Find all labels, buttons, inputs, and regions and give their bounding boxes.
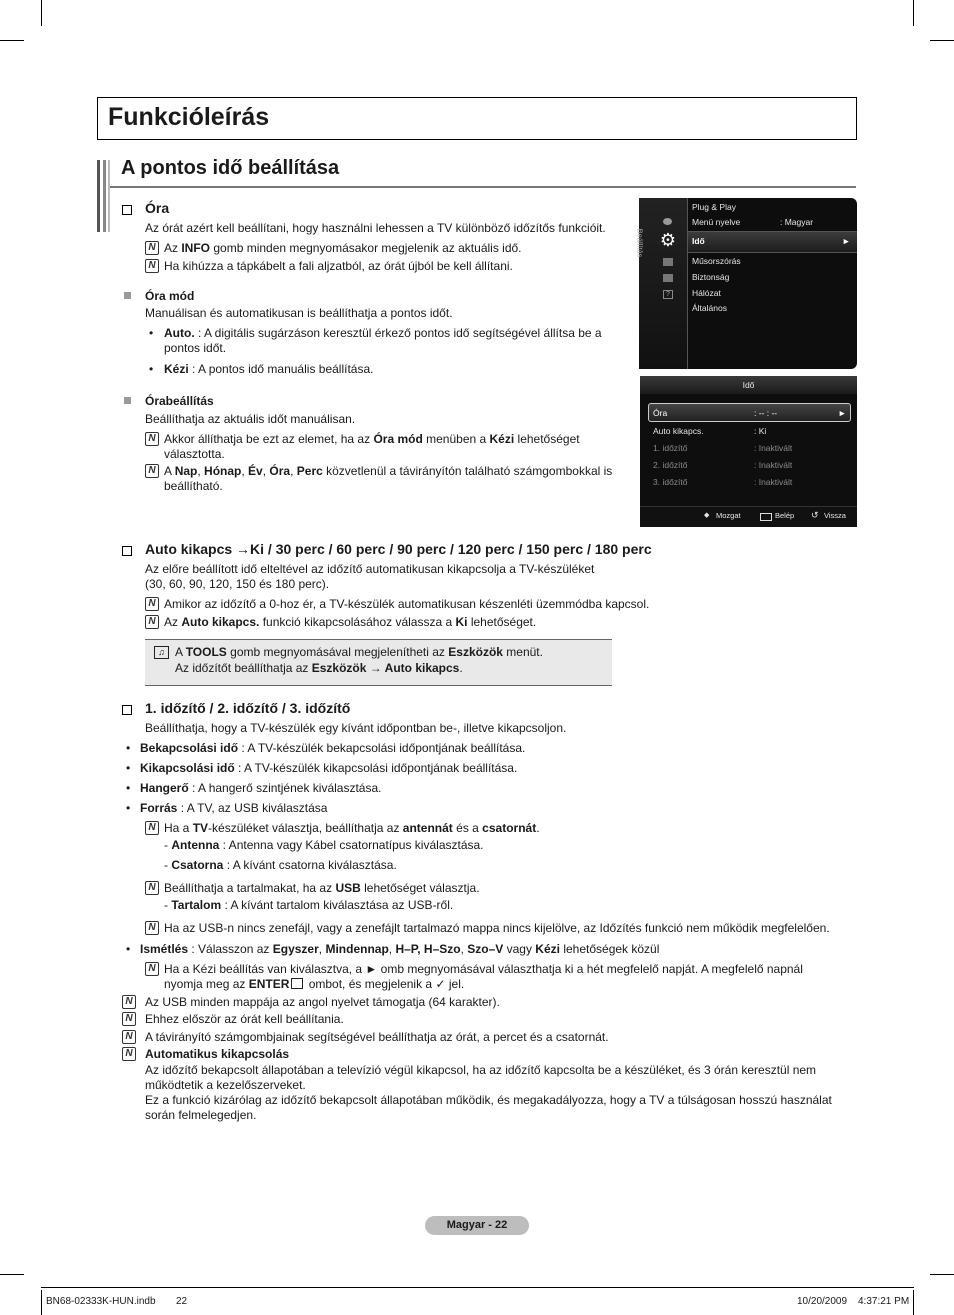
note-icon: N <box>145 962 159 976</box>
bullet-dot: • <box>149 362 154 376</box>
bullet-gray-square <box>124 397 131 404</box>
idozito-ismetles: Ismétlés : Válasszon az Egyszer, Mindennap, H–P, H–Szo, Szo–V vagy Kézi lehetőségek közül <box>140 942 660 956</box>
tv-menu-item[interactable]: Biztonság <box>692 272 730 282</box>
bullet-square <box>122 205 132 215</box>
idozito-note-usb: Beállíthatja a tartalmakat, ha az USB lehetőséget választja. <box>164 881 480 895</box>
idozito-tartalom: - Tartalom : A kívánt tartalom kiválasztása az USB-ről. <box>164 898 454 912</box>
tv-menu-row[interactable]: Óra <box>653 408 668 418</box>
crop-mark <box>913 0 914 26</box>
enter-icon <box>291 978 303 989</box>
auto-kikapcs-desc1: Az előre beállított idő elteltével az időzítő automatikusan kikapcsolja a TV-készüléket <box>145 562 595 576</box>
tv-footer-move: Mozgat <box>716 511 741 520</box>
section-title: A pontos idő beállítása <box>121 157 340 179</box>
tv-menu-row[interactable]: 3. időzítő <box>653 477 688 487</box>
auto-kikapcs-note2: Az Auto kikapcs. funkció kikapcsolásához válassza a Ki lehetőséget. <box>164 615 537 629</box>
note-icon: N <box>145 464 159 478</box>
idozito-note-tv: Ha a TV-készüléket választja, beállíthatja az antennát és a csatornát. <box>164 821 540 835</box>
tools-tip-line1: A TOOLS gomb megnyomásával megjelenítheti az Eszközök menüt. <box>175 645 543 659</box>
note-icon: N <box>145 615 159 629</box>
idozito-note-nofile: Ha az USB-n nincs zenefájl, vagy a zenefájlt tartalmazó mappa nincs kijelölve, az Időzítés funkció nem működik megfelelően. <box>164 921 830 935</box>
page-title: Funkcióleírás <box>108 103 270 131</box>
crop-mark <box>41 1290 42 1315</box>
return-icon: ↺ <box>811 510 819 520</box>
ora-mod-heading: Óra mód <box>145 289 195 303</box>
tv-menu-item[interactable]: Plug & Play <box>692 202 736 212</box>
note-icon: N <box>122 1012 136 1026</box>
note-icon: N <box>145 921 159 935</box>
bullet-gray-square <box>124 292 131 299</box>
crop-mark <box>41 0 42 26</box>
gear-icon: ⚙ <box>659 230 677 250</box>
auto-kikapcs-note1: Amikor az időzítő a 0-hoz ér, a TV-készülék automatikusan készenléti üzemmódba kapcsol. <box>164 597 650 611</box>
note-icon: N <box>145 259 159 273</box>
note-icon: N <box>145 597 159 611</box>
tv-footer-enter: Belép <box>775 511 795 520</box>
idozito-heading: 1. időzítő / 2. időzítő / 3. időzítő <box>145 700 351 716</box>
picture-icon <box>663 218 672 225</box>
tv-menu-selection <box>688 231 857 253</box>
footer-time: 4:37:21 PM <box>858 1296 910 1307</box>
crop-mark <box>913 1290 914 1315</box>
idozito-general-note3: A távirányító számgombjainak segítségével beállíthatja az órát, a percet és a csatornát. <box>145 1030 609 1044</box>
tv-menu-row-value: : Ki <box>754 426 767 436</box>
tv-menu-item[interactable]: Műsorszórás <box>692 256 741 266</box>
tv-menu-row[interactable]: 2. időzítő <box>653 460 688 470</box>
section-bar <box>97 160 100 232</box>
tv-menu-title: Idő <box>742 380 755 390</box>
note-icon: N <box>145 432 159 446</box>
tv-menu-item-selected[interactable]: Idő <box>692 236 705 246</box>
footer-date: 10/20/2009 <box>797 1296 848 1307</box>
bullet-dot: • <box>126 801 131 815</box>
footer-file-page: 22 <box>176 1296 188 1307</box>
ora-desc: Az órát azért kell beállítani, hogy használni lehessen a TV különböző időzítős funkcióit. <box>145 221 606 235</box>
auto-kikapcs-desc2: (30, 60, 90, 120, 150 és 180 perc). <box>145 577 330 591</box>
tools-tip-line2: Az időzítőt beállíthatja az Eszközök → Auto kikapcs. <box>175 661 463 675</box>
idozito-kikapcs: Kikapcsolási idő : A TV-készülék kikapcsolási időpontjának beállítása. <box>140 761 518 775</box>
crop-mark <box>0 40 24 41</box>
crop-mark <box>930 1274 954 1275</box>
tv-menu-row[interactable]: 1. időzítő <box>653 443 688 453</box>
idozito-general-note1: Az USB minden mappája az angol nyelvet támogatja (64 karakter). <box>145 995 500 1009</box>
note-icon: N <box>122 1030 136 1044</box>
tv-menu-item[interactable]: Általános <box>692 303 727 313</box>
orabeallitas-note2: A Nap, Hónap, Év, Óra, Perc közvetlenül a távirányítón található számgombokkal is beállítható. <box>164 464 613 493</box>
section-bar <box>103 160 106 232</box>
orabeallitas-heading: Órabeállítás <box>145 394 214 408</box>
section-bar <box>108 160 110 232</box>
input-icon <box>663 258 673 266</box>
idozito-csatorna: - Csatorna : A kívánt csatorna kiválasztása. <box>164 858 397 872</box>
tv-time-menu <box>640 376 857 526</box>
auto-off-para2: Ez a funkció kizárólag az időzítő bekapcsolt állapotában működik, és megakadályozza, hogy a TV a túlságosan hosszú használat során felmelegedjen. <box>145 1093 832 1122</box>
auto-off-para1: Az időzítő bekapcsolt állapotában a televízió végül kikapcsol, ha az időzítő kapcsolta be a készüléket, és 3 órán keresztül nem működtetik a kezelőszerveket. <box>145 1063 817 1092</box>
tv-footer-back: Vissza <box>824 511 846 520</box>
idozito-antenna: - Antenna : Antenna vagy Kábel csatornatípus kiválasztása. <box>164 838 484 852</box>
bullet-dot: • <box>126 761 131 775</box>
idozito-note-kezi2: nyomja meg az ENTER ombot, és megjelenik a ✓ jel. <box>164 977 465 991</box>
footer-rule <box>41 1287 914 1288</box>
ora-note2: Ha kihúzza a tápkábelt a fali aljzatból, az órát újból be kell állítani. <box>164 259 513 273</box>
orabeallitas-note1: Akkor állíthatja be ezt az elemet, ha az Óra mód menüben a Kézi lehetőséget választotta. <box>164 432 580 461</box>
ora-heading: Óra <box>145 200 170 216</box>
bullet-square <box>122 546 132 556</box>
bullet-dot: • <box>126 781 131 795</box>
note-icon: N <box>145 821 159 835</box>
checkmark-icon: ✓ <box>435 977 446 991</box>
tv-menu-row[interactable]: Auto kikapcs. <box>653 426 704 436</box>
bullet-dot: • <box>126 942 131 956</box>
ora-mod-auto: Auto. : A digitális sugárzáson keresztül érkező pontos idő segítségével állítsa be a pontos időt. <box>164 326 602 355</box>
tv-menu-item-value: : Magyar <box>780 217 814 227</box>
auto-kikapcs-heading: Auto kikapcs →Ki / 30 perc / 60 perc / 90 perc / 120 perc / 150 perc / 180 perc <box>145 541 652 557</box>
crop-mark <box>0 1274 24 1275</box>
app-icon <box>663 274 673 282</box>
orabeallitas-desc: Beállíthatja az aktuális időt manuálisan. <box>145 412 356 426</box>
idozito-hangero: Hangerő : A hangerő szintjének kiválasztása. <box>140 781 382 795</box>
tools-icon: ♫ <box>154 646 169 659</box>
arrow-right-icon: ► <box>842 236 851 246</box>
support-icon: ? <box>663 290 673 299</box>
updown-icon: ◆ <box>704 512 710 519</box>
tv-menu-separator <box>687 198 688 369</box>
bullet-dot: • <box>149 326 154 340</box>
enter-icon <box>760 513 772 521</box>
auto-off-heading: Automatikus kikapcsolás <box>145 1047 290 1061</box>
crop-mark <box>930 40 954 41</box>
page-number: Magyar - 22 <box>446 1219 508 1231</box>
idozito-note-kezi1: Ha a Kézi beállítás van kiválasztva, a ► omb megnyomásával választhatja ki a hét megfelelő napját. A megfelelő napnál <box>164 962 803 976</box>
ora-mod-desc: Manuálisan és automatikusan is beállíthatja a pontos időt. <box>145 306 453 320</box>
note-icon: N <box>122 1047 136 1061</box>
tv-menu-row-value: : Inaktivált <box>754 477 793 487</box>
ora-note1: Az INFO gomb minden megnyomásakor megjelenik az aktuális idő. <box>164 241 522 255</box>
idozito-general-note2: Ehhez először az órát kell beállítania. <box>145 1012 344 1026</box>
bullet-dot: • <box>126 741 131 755</box>
tv-menu-row-value: : -- : -- <box>754 408 778 418</box>
note-icon: N <box>122 995 136 1009</box>
tv-menu-row-value: : Inaktivált <box>754 443 793 453</box>
section-underline <box>110 186 856 188</box>
idozito-bekapcs: Bekapcsolási idő : A TV-készülék bekapcsolási időpontjának beállítása. <box>140 741 526 755</box>
bullet-square <box>122 705 132 715</box>
tv-menu-item[interactable]: Menü nyelve <box>692 217 741 227</box>
tv-menu-side-label: Beállítás <box>635 228 645 258</box>
note-icon: N <box>145 881 159 895</box>
idozito-forras: Forrás : A TV, az USB kiválasztása <box>140 801 328 815</box>
tv-menu-row-value: : Inaktivált <box>754 460 793 470</box>
footer-file: BN68-02333K-HUN.indb <box>46 1296 156 1307</box>
tv-setup-menu <box>635 198 857 369</box>
tv-menu-item[interactable]: Hálózat <box>692 288 721 298</box>
arrow-right-icon: ► <box>838 408 847 418</box>
ora-mod-kezi: Kézi : A pontos idő manuális beállítása. <box>164 362 374 376</box>
idozito-desc: Beállíthatja, hogy a TV-készülék egy kívánt időpontban be-, illetve kikapcsoljon. <box>145 721 567 735</box>
note-icon: N <box>145 241 159 255</box>
tv-menu-selection <box>648 403 851 422</box>
